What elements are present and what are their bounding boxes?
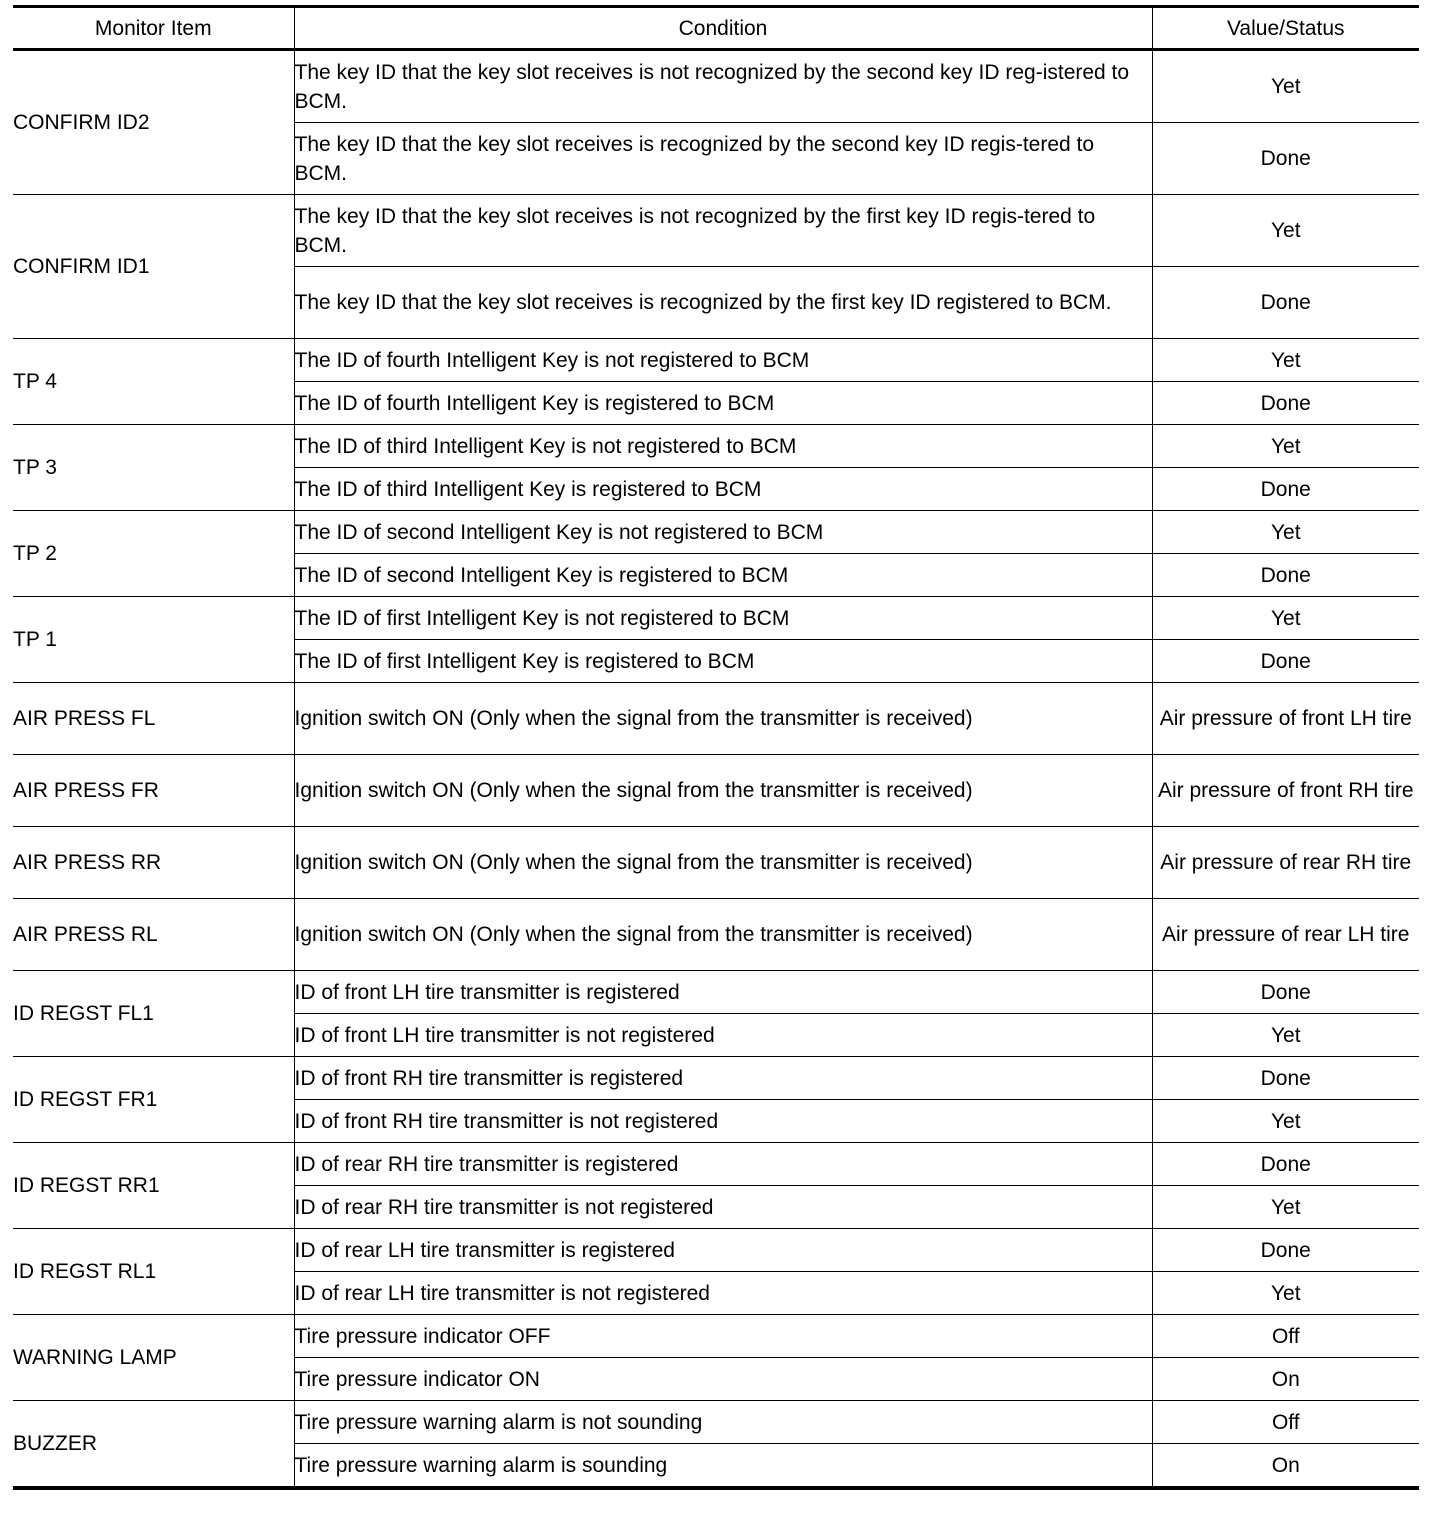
table-row [13, 597, 1419, 640]
value-status-cell: Air pressure of rear RH tire [1152, 827, 1419, 899]
condition-cell: The key ID that the key slot receives is recognized by the second key ID regis-tered to BCM. [294, 123, 1152, 195]
table-row [13, 1057, 1419, 1100]
value-status-cell: Done [1152, 640, 1419, 683]
value-status-cell: Air pressure of front RH tire [1152, 755, 1419, 827]
condition-cell: The ID of first Intelligent Key is registered to BCM [294, 640, 1152, 683]
monitor-item-cell: AIR PRESS FR [13, 755, 294, 827]
table-row [13, 1315, 1419, 1358]
value-status-cell: On [1152, 1358, 1419, 1401]
table-row [13, 425, 1419, 468]
table-row [13, 755, 1419, 827]
table-row [13, 827, 1419, 899]
table-header-row [13, 7, 1419, 50]
value-status-cell: Done [1152, 123, 1419, 195]
header-monitor-item: Monitor Item [13, 7, 294, 50]
monitor-item-cell: AIR PRESS RR [13, 827, 294, 899]
table-row [13, 683, 1419, 755]
value-status-cell: Done [1152, 267, 1419, 339]
condition-cell: ID of rear RH tire transmitter is registered [294, 1143, 1152, 1186]
value-status-cell: Done [1152, 468, 1419, 511]
monitor-item-cell: AIR PRESS FL [13, 683, 294, 755]
monitor-item-cell: TP 3 [13, 425, 294, 511]
condition-cell: Tire pressure indicator OFF [294, 1315, 1152, 1358]
table-row [13, 1143, 1419, 1186]
value-status-cell: Air pressure of front LH tire [1152, 683, 1419, 755]
condition-cell: The ID of third Intelligent Key is registered to BCM [294, 468, 1152, 511]
condition-cell: The ID of third Intelligent Key is not registered to BCM [294, 425, 1152, 468]
value-status-cell: Yet [1152, 339, 1419, 382]
monitor-item-cell: ID REGST FL1 [13, 971, 294, 1057]
condition-cell: ID of front RH tire transmitter is not registered [294, 1100, 1152, 1143]
condition-cell: Ignition switch ON (Only when the signal from the transmitter is received) [294, 683, 1152, 755]
value-status-cell: Yet [1152, 597, 1419, 640]
monitor-table-container [13, 5, 1419, 1490]
monitor-item-table [13, 5, 1419, 1490]
value-status-cell: Yet [1152, 425, 1419, 468]
condition-cell: The ID of first Intelligent Key is not registered to BCM [294, 597, 1152, 640]
monitor-item-cell: ID REGST RR1 [13, 1143, 294, 1229]
value-status-cell: Yet [1152, 1272, 1419, 1315]
value-status-cell: On [1152, 1444, 1419, 1489]
monitor-item-cell: AIR PRESS RL [13, 899, 294, 971]
condition-cell: Tire pressure warning alarm is sounding [294, 1444, 1152, 1489]
condition-cell: ID of front LH tire transmitter is not registered [294, 1014, 1152, 1057]
condition-cell: ID of rear LH tire transmitter is not registered [294, 1272, 1152, 1315]
monitor-item-cell: ID REGST RL1 [13, 1229, 294, 1315]
condition-cell: Tire pressure warning alarm is not sounding [294, 1401, 1152, 1444]
table-row [13, 50, 1419, 123]
value-status-cell: Off [1152, 1401, 1419, 1444]
condition-cell: ID of front RH tire transmitter is registered [294, 1057, 1152, 1100]
value-status-cell: Done [1152, 1229, 1419, 1272]
condition-cell: The ID of second Intelligent Key is not registered to BCM [294, 511, 1152, 554]
value-status-cell: Off [1152, 1315, 1419, 1358]
condition-cell: ID of rear RH tire transmitter is not registered [294, 1186, 1152, 1229]
table-row [13, 971, 1419, 1014]
condition-cell: The ID of fourth Intelligent Key is not registered to BCM [294, 339, 1152, 382]
condition-cell: The key ID that the key slot receives is not recognized by the second key ID reg-istered to BCM. [294, 50, 1152, 123]
value-status-cell: Air pressure of rear LH tire [1152, 899, 1419, 971]
table-row [13, 339, 1419, 382]
value-status-cell: Yet [1152, 1100, 1419, 1143]
condition-cell: The key ID that the key slot receives is not recognized by the first key ID regis-tered to BCM. [294, 195, 1152, 267]
value-status-cell: Yet [1152, 50, 1419, 123]
condition-cell: The ID of fourth Intelligent Key is registered to BCM [294, 382, 1152, 425]
condition-cell: The key ID that the key slot receives is recognized by the first key ID registered to BCM. [294, 267, 1152, 339]
monitor-item-cell: CONFIRM ID2 [13, 50, 294, 195]
value-status-cell: Yet [1152, 195, 1419, 267]
condition-cell: Ignition switch ON (Only when the signal from the transmitter is received) [294, 899, 1152, 971]
table-row [13, 1229, 1419, 1272]
value-status-cell: Done [1152, 554, 1419, 597]
monitor-item-cell: TP 4 [13, 339, 294, 425]
monitor-item-cell: ID REGST FR1 [13, 1057, 294, 1143]
value-status-cell: Done [1152, 1143, 1419, 1186]
value-status-cell: Yet [1152, 511, 1419, 554]
value-status-cell: Done [1152, 382, 1419, 425]
table-row [13, 195, 1419, 267]
monitor-item-cell: CONFIRM ID1 [13, 195, 294, 339]
header-value-status: Value/Status [1152, 7, 1419, 50]
value-status-cell: Done [1152, 1057, 1419, 1100]
value-status-cell: Done [1152, 971, 1419, 1014]
table-row [13, 511, 1419, 554]
value-status-cell: Yet [1152, 1014, 1419, 1057]
monitor-item-cell: BUZZER [13, 1401, 294, 1489]
condition-cell: The ID of second Intelligent Key is registered to BCM [294, 554, 1152, 597]
condition-cell: Ignition switch ON (Only when the signal from the transmitter is received) [294, 755, 1152, 827]
header-condition: Condition [294, 7, 1152, 50]
table-row [13, 1401, 1419, 1444]
table-row [13, 899, 1419, 971]
value-status-cell: Yet [1152, 1186, 1419, 1229]
monitor-item-cell: TP 2 [13, 511, 294, 597]
monitor-item-cell: WARNING LAMP [13, 1315, 294, 1401]
condition-cell: ID of front LH tire transmitter is registered [294, 971, 1152, 1014]
monitor-item-cell: TP 1 [13, 597, 294, 683]
condition-cell: Tire pressure indicator ON [294, 1358, 1152, 1401]
condition-cell: ID of rear LH tire transmitter is registered [294, 1229, 1152, 1272]
condition-cell: Ignition switch ON (Only when the signal from the transmitter is received) [294, 827, 1152, 899]
